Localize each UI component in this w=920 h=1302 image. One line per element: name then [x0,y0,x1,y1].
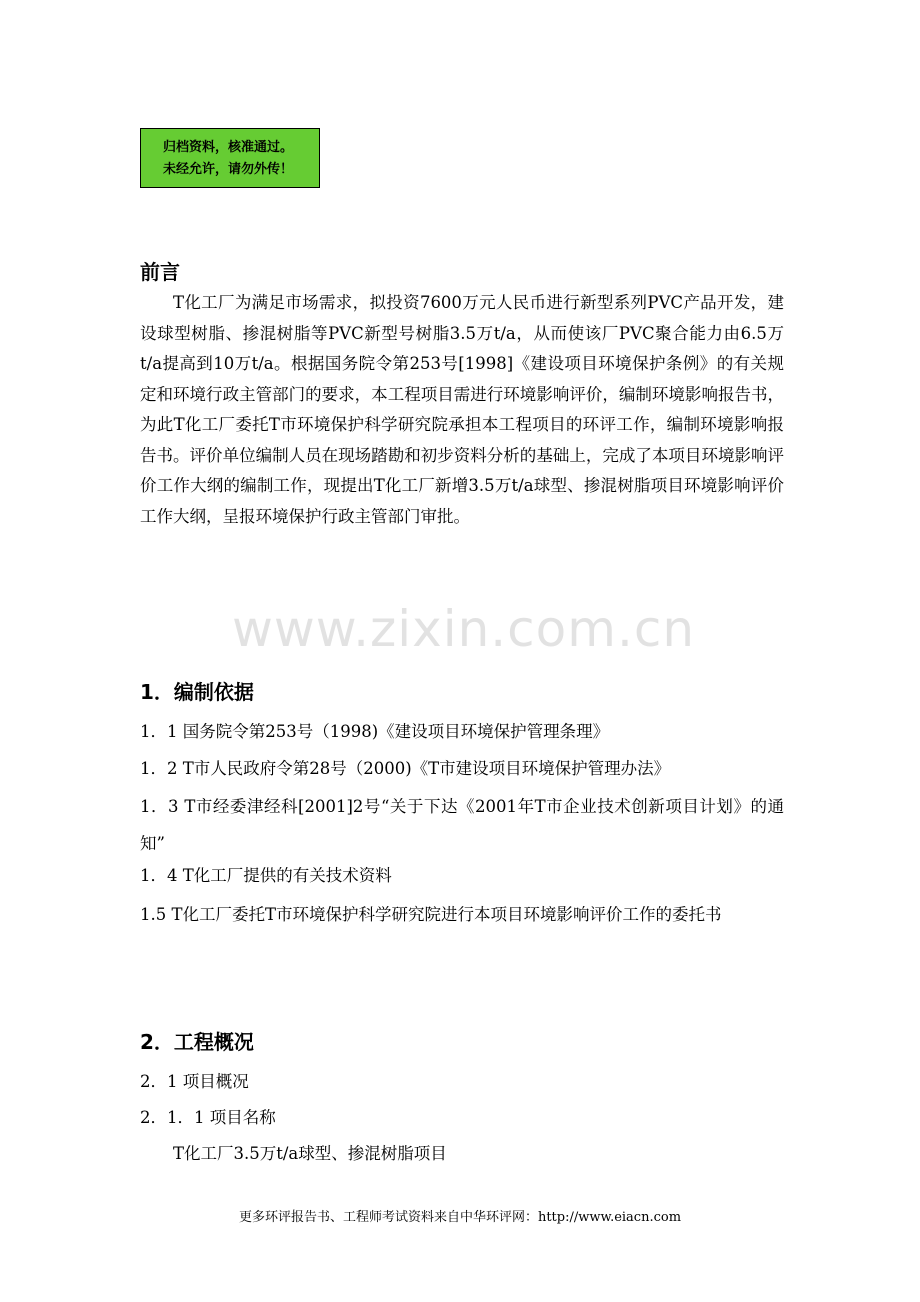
basis-item-2: 1．2 T市人民政府令第28号（2000)《T市建设项目环境保护管理办法》 [140,759,671,778]
preface-body: T化工厂为满足市场需求，拟投资7600万元人民币进行新型系列PVC产品开发，建设球型树脂、掺混树脂等PVC新型号树脂3.5万t/a，从而使该厂PVC聚合能力由6.5万t/a提高到10万t/a。根据国务院令第253号[1998]《建设项目环境保护条例》的有关规定和环境行政主管部门的要求，本工程项目需进行环境影响评价，编制环境影响报告书，为此T化工厂委托T市环境保护科学研究院承担本工程项目的环评工作，编制环境影响报告书。评价单位编制人员在现场踏勘和初步资料分析的基础上，完成了本项目环境影响评价工作大纲的编制工作，现提出T化工厂新增3.5万t/a球型、掺混树脂项目环境影响评价工作大纲，呈报环境保护行政主管部门审批。 [140,293,784,526]
archive-stamp [140,128,320,188]
section-2-heading: 2．工程概况 [140,1030,254,1054]
preface-heading: 前言 [140,260,180,284]
subsection-2-1: 2．1 项目概况 [140,1072,249,1091]
footer-note: 更多环评报告书、工程师考试资料来自中华环评网：http://www.eiacn.com [238,1210,682,1225]
basis-item-5: 1.5 T化工厂委托T市环境保护科学研究院进行本项目环境影响评价工作的委托书 [140,905,722,924]
basis-item-1: 1．1 国务院令第253号（1998)《建设项目环境保护管理条理》 [140,722,610,741]
subsection-2-1-1: 2．1．1 项目名称 [140,1108,276,1127]
basis-item-4: 1．4 T化工厂提供的有关技术资料 [140,866,392,885]
stamp-line-1: 归档资料，核准通过。 [163,140,294,155]
watermark: www.zixin.com.cn [232,600,696,658]
stamp-line-2: 未经允许，请勿外传！ [163,162,294,177]
section-1-heading: 1．编制依据 [140,680,254,704]
basis-item-3: 1．3 T市经委津经科[2001]2号“关于下达《2001年T市企业技术创新项目计划》的通知” [140,797,784,853]
project-name: T化工厂3.5万t/a球型、掺混树脂项目 [173,1144,447,1163]
